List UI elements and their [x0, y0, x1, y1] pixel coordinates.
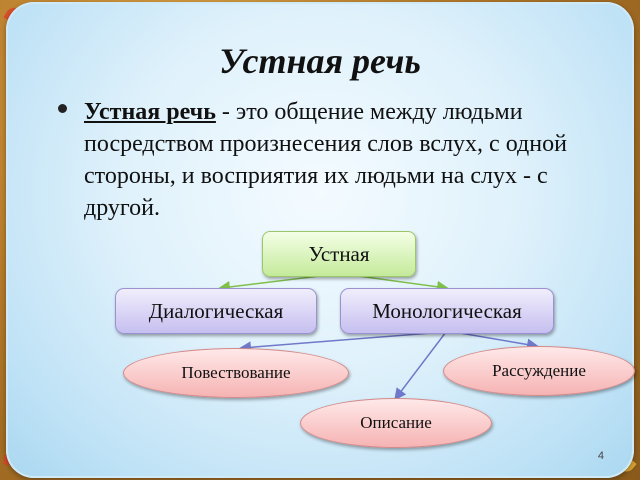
- page-number: 4: [597, 450, 604, 462]
- definition-term: Устная речь: [84, 99, 216, 125]
- definition-text: - это общение между людьми посредством произнесения слов вслух, с одной стороны, и восприятия их людьми на слух - с другой.: [84, 99, 567, 221]
- connector-monolog-reasoning: [454, 332, 536, 346]
- slide-title: Устная речь: [219, 41, 421, 81]
- connector-monolog-narration: [242, 332, 444, 348]
- diagram-node-root: Устная: [262, 231, 416, 277]
- diagram-node-narration: Повествование: [123, 348, 349, 398]
- diagram-node-description: Описание: [300, 398, 492, 448]
- diagram-node-monologic: Монологическая: [340, 288, 554, 334]
- slide-card: [6, 2, 634, 478]
- connector-monolog-description: [396, 332, 446, 398]
- diagram-node-dialogic: Диалогическая: [115, 288, 317, 334]
- diagram-node-reasoning: Рассуждение: [443, 346, 635, 396]
